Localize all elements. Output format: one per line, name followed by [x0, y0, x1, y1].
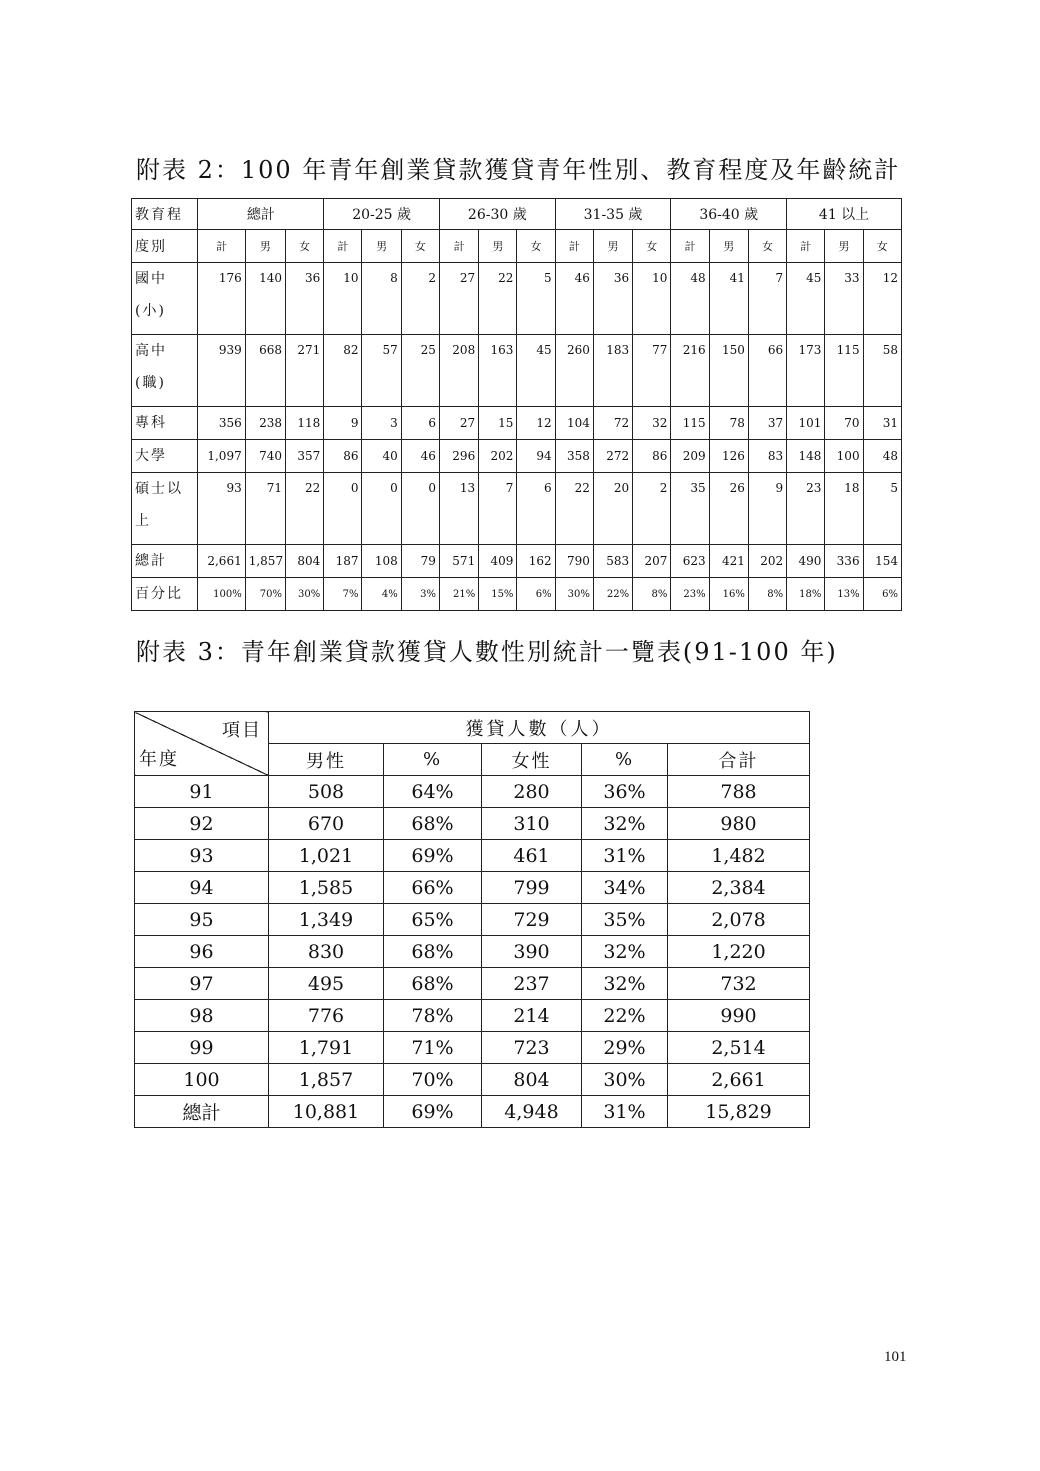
- data-cell: 776: [269, 1000, 384, 1032]
- data-cell: 187: [324, 545, 362, 578]
- data-cell: 980: [668, 808, 810, 840]
- corner-item-label: 項目: [222, 720, 262, 741]
- year-cell: 100: [135, 1064, 269, 1096]
- data-cell: 86: [633, 440, 671, 473]
- sub-header: 女: [863, 230, 901, 263]
- data-cell: 390: [482, 936, 582, 968]
- group-header: 總計: [198, 199, 324, 230]
- row-label-line: 大學: [135, 448, 167, 464]
- data-cell: 1,349: [269, 904, 384, 936]
- data-cell: 1,857: [269, 1064, 384, 1096]
- data-cell: 272: [593, 440, 632, 473]
- row-label-line: 高中: [135, 343, 167, 359]
- table3-title: 附表 3：青年創業貸款獲貸人數性別統計一覽表(91-100 年): [136, 638, 838, 666]
- data-cell: 1,585: [269, 872, 384, 904]
- table-row: [135, 968, 810, 1000]
- table-row: [135, 808, 810, 840]
- table-row: [132, 473, 902, 545]
- data-cell: 115: [825, 335, 863, 407]
- data-cell: 356: [198, 407, 245, 440]
- row-label-line: 總計: [135, 553, 167, 569]
- data-cell: 66: [748, 335, 786, 407]
- data-cell: 6%: [517, 578, 555, 611]
- data-cell: 729: [482, 904, 582, 936]
- data-cell: 46: [555, 263, 593, 335]
- data-cell: 126: [709, 440, 748, 473]
- data-cell: 216: [671, 335, 709, 407]
- sub-header: 女: [517, 230, 555, 263]
- table2-title: 附表 2：100 年青年創業貸款獲貸青年性別、教育程度及年齡統計: [136, 156, 901, 184]
- data-cell: 77: [633, 335, 671, 407]
- table-row: [135, 776, 810, 808]
- data-cell: 2,661: [198, 545, 245, 578]
- data-cell: 25: [401, 335, 439, 407]
- data-cell: 670: [269, 808, 384, 840]
- data-cell: 22: [555, 473, 593, 545]
- year-cell: 98: [135, 1000, 269, 1032]
- data-cell: 1,097: [198, 440, 245, 473]
- data-cell: 583: [593, 545, 632, 578]
- data-cell: 140: [245, 263, 285, 335]
- data-cell: 2: [401, 263, 439, 335]
- data-cell: 108: [362, 545, 401, 578]
- year-cell: 99: [135, 1032, 269, 1064]
- data-cell: 100: [825, 440, 863, 473]
- table-row: [135, 840, 810, 872]
- data-cell: 799: [482, 872, 582, 904]
- row-label-line: 百分比: [135, 586, 183, 602]
- row-label: [132, 473, 198, 545]
- data-cell: 23%: [671, 578, 709, 611]
- table-row: [135, 936, 810, 968]
- data-cell: 93: [198, 473, 245, 545]
- data-cell: 207: [633, 545, 671, 578]
- data-cell: 9: [324, 407, 362, 440]
- data-cell: 490: [787, 545, 825, 578]
- group-header: 41 以上: [787, 199, 902, 230]
- data-cell: 83: [748, 440, 786, 473]
- data-cell: 173: [787, 335, 825, 407]
- year-cell: 92: [135, 808, 269, 840]
- data-cell: 202: [748, 545, 786, 578]
- data-cell: 118: [285, 407, 323, 440]
- sub-header: 計: [324, 230, 362, 263]
- group-header: 20-25 歲: [324, 199, 440, 230]
- data-cell: 13: [439, 473, 478, 545]
- sub-header: 女: [633, 230, 671, 263]
- data-cell: 78%: [384, 1000, 482, 1032]
- page-number: 101: [884, 1349, 907, 1365]
- data-cell: 495: [269, 968, 384, 1000]
- year-cell: 91: [135, 776, 269, 808]
- data-cell: 2,514: [668, 1032, 810, 1064]
- data-cell: 10,881: [269, 1096, 384, 1128]
- sub-header: 男: [825, 230, 863, 263]
- data-cell: 2: [633, 473, 671, 545]
- table-row: [135, 1064, 810, 1096]
- data-cell: 788: [668, 776, 810, 808]
- data-cell: 70%: [384, 1064, 482, 1096]
- data-cell: 36%: [582, 776, 668, 808]
- data-cell: 790: [555, 545, 593, 578]
- data-cell: 176: [198, 263, 245, 335]
- data-cell: 36: [593, 263, 632, 335]
- data-cell: 3%: [401, 578, 439, 611]
- data-cell: 27: [439, 263, 478, 335]
- data-cell: 163: [479, 335, 517, 407]
- column-header: %: [384, 744, 482, 776]
- data-cell: 21%: [439, 578, 478, 611]
- data-cell: 209: [671, 440, 709, 473]
- data-cell: 2,384: [668, 872, 810, 904]
- row-label-line: 上: [135, 513, 151, 529]
- data-cell: 6: [517, 473, 555, 545]
- sub-header: 男: [245, 230, 285, 263]
- corner-year-label: 年度: [139, 749, 179, 770]
- data-cell: 30%: [582, 1064, 668, 1096]
- data-cell: 8%: [633, 578, 671, 611]
- table-row: [135, 872, 810, 904]
- data-cell: 939: [198, 335, 245, 407]
- data-cell: 668: [245, 335, 285, 407]
- data-cell: 6%: [863, 578, 901, 611]
- column-header: 男性: [269, 744, 384, 776]
- sub-header: 女: [748, 230, 786, 263]
- sub-header: 計: [555, 230, 593, 263]
- data-cell: 30%: [555, 578, 593, 611]
- data-cell: 310: [482, 808, 582, 840]
- data-cell: 296: [439, 440, 478, 473]
- data-cell: 35%: [582, 904, 668, 936]
- table-row: [132, 545, 902, 578]
- table-row: [132, 578, 902, 611]
- data-cell: 94: [517, 440, 555, 473]
- data-cell: 58: [863, 335, 901, 407]
- data-cell: 10: [633, 263, 671, 335]
- data-cell: 804: [285, 545, 323, 578]
- data-cell: 623: [671, 545, 709, 578]
- data-cell: 8%: [748, 578, 786, 611]
- data-cell: 154: [863, 545, 901, 578]
- data-cell: 183: [593, 335, 632, 407]
- row-label: [132, 407, 198, 440]
- table-row: [135, 1000, 810, 1032]
- data-cell: 68%: [384, 936, 482, 968]
- data-cell: 202: [479, 440, 517, 473]
- data-cell: 68%: [384, 808, 482, 840]
- data-cell: 30%: [285, 578, 323, 611]
- data-cell: 336: [825, 545, 863, 578]
- data-cell: 7: [479, 473, 517, 545]
- data-cell: 990: [668, 1000, 810, 1032]
- data-cell: 20: [593, 473, 632, 545]
- data-cell: 71%: [384, 1032, 482, 1064]
- data-cell: 260: [555, 335, 593, 407]
- data-cell: 31%: [582, 1096, 668, 1128]
- data-cell: 271: [285, 335, 323, 407]
- table-row: [135, 1032, 810, 1064]
- data-cell: 72: [593, 407, 632, 440]
- data-cell: 48: [863, 440, 901, 473]
- data-cell: 238: [245, 407, 285, 440]
- data-cell: 15,829: [668, 1096, 810, 1128]
- data-cell: 13%: [825, 578, 863, 611]
- data-cell: 18%: [787, 578, 825, 611]
- data-cell: 65%: [384, 904, 482, 936]
- data-cell: 45: [787, 263, 825, 335]
- data-cell: 66%: [384, 872, 482, 904]
- data-cell: 104: [555, 407, 593, 440]
- data-cell: 101: [787, 407, 825, 440]
- table-row: [132, 407, 902, 440]
- data-cell: 35: [671, 473, 709, 545]
- data-cell: 48: [671, 263, 709, 335]
- data-cell: 33: [825, 263, 863, 335]
- data-cell: 64%: [384, 776, 482, 808]
- group-header: 26-30 歲: [439, 199, 555, 230]
- data-cell: 214: [482, 1000, 582, 1032]
- row-label: [132, 263, 198, 335]
- data-cell: 32%: [582, 808, 668, 840]
- data-cell: 45: [517, 335, 555, 407]
- data-cell: 732: [668, 968, 810, 1000]
- data-cell: 150: [709, 335, 748, 407]
- data-cell: 22%: [582, 1000, 668, 1032]
- data-cell: 357: [285, 440, 323, 473]
- data-cell: 29%: [582, 1032, 668, 1064]
- data-cell: 57: [362, 335, 401, 407]
- data-cell: 26: [709, 473, 748, 545]
- row-label-line: 國中: [135, 271, 167, 287]
- data-cell: 208: [439, 335, 478, 407]
- row-label-line: 碩士以: [135, 481, 183, 497]
- data-cell: 86: [324, 440, 362, 473]
- data-cell: 280: [482, 776, 582, 808]
- data-cell: 68%: [384, 968, 482, 1000]
- data-cell: 27: [439, 407, 478, 440]
- data-cell: 69%: [384, 1096, 482, 1128]
- sub-header: 計: [198, 230, 245, 263]
- sub-header: 計: [787, 230, 825, 263]
- data-cell: 18: [825, 473, 863, 545]
- table-row: [132, 335, 902, 407]
- data-cell: 5: [517, 263, 555, 335]
- data-cell: 32%: [582, 968, 668, 1000]
- data-cell: 2,078: [668, 904, 810, 936]
- data-cell: 12: [863, 263, 901, 335]
- data-cell: 32: [633, 407, 671, 440]
- table2-group-header-row: [132, 199, 902, 230]
- data-cell: 508: [269, 776, 384, 808]
- data-cell: 41: [709, 263, 748, 335]
- education-age-table: [131, 198, 902, 611]
- data-cell: 740: [245, 440, 285, 473]
- data-cell: 7%: [324, 578, 362, 611]
- table-row: [132, 263, 902, 335]
- data-cell: 15: [479, 407, 517, 440]
- row-label: [132, 545, 198, 578]
- sub-header: 男: [362, 230, 401, 263]
- data-cell: 5: [863, 473, 901, 545]
- data-cell: 115: [671, 407, 709, 440]
- data-cell: 23: [787, 473, 825, 545]
- data-cell: 34%: [582, 872, 668, 904]
- year-cell: 97: [135, 968, 269, 1000]
- data-cell: 723: [482, 1032, 582, 1064]
- data-cell: 6: [401, 407, 439, 440]
- data-cell: 78: [709, 407, 748, 440]
- data-cell: 148: [787, 440, 825, 473]
- year-cell: 總計: [135, 1096, 269, 1128]
- year-cell: 93: [135, 840, 269, 872]
- diagonal-corner-cell: [135, 712, 269, 776]
- data-cell: 804: [482, 1064, 582, 1096]
- data-cell: 2,661: [668, 1064, 810, 1096]
- data-cell: 4,948: [482, 1096, 582, 1128]
- data-cell: 32%: [582, 936, 668, 968]
- sub-header: 男: [479, 230, 517, 263]
- data-cell: 71: [245, 473, 285, 545]
- row-label: [132, 335, 198, 407]
- data-cell: 15%: [479, 578, 517, 611]
- data-cell: 1,791: [269, 1032, 384, 1064]
- data-cell: 1,220: [668, 936, 810, 968]
- column-header: %: [582, 744, 668, 776]
- data-cell: 69%: [384, 840, 482, 872]
- data-cell: 40: [362, 440, 401, 473]
- year-cell: 96: [135, 936, 269, 968]
- data-cell: 1,021: [269, 840, 384, 872]
- sub-header: 女: [401, 230, 439, 263]
- row-label-line: 專科: [135, 415, 167, 431]
- data-cell: 36: [285, 263, 323, 335]
- row-label-line: (職): [135, 375, 166, 391]
- row-label: [132, 578, 198, 611]
- data-cell: 237: [482, 968, 582, 1000]
- data-cell: 0: [401, 473, 439, 545]
- data-cell: 9: [748, 473, 786, 545]
- data-cell: 31%: [582, 840, 668, 872]
- data-cell: 358: [555, 440, 593, 473]
- data-cell: 22%: [593, 578, 632, 611]
- data-cell: 3: [362, 407, 401, 440]
- table2-sub-header-row: [132, 230, 902, 263]
- data-cell: 100%: [198, 578, 245, 611]
- sub-header: 男: [709, 230, 748, 263]
- data-cell: 70%: [245, 578, 285, 611]
- sub-header: 男: [593, 230, 632, 263]
- data-cell: 830: [269, 936, 384, 968]
- sub-header: 計: [671, 230, 709, 263]
- group-header: 31-35 歲: [555, 199, 671, 230]
- data-cell: 409: [479, 545, 517, 578]
- year-cell: 95: [135, 904, 269, 936]
- data-cell: 31: [863, 407, 901, 440]
- table3-header-row: [135, 712, 810, 744]
- data-cell: 12: [517, 407, 555, 440]
- data-cell: 7: [748, 263, 786, 335]
- table-row: [135, 1096, 810, 1128]
- data-cell: 1,482: [668, 840, 810, 872]
- column-header: 女性: [482, 744, 582, 776]
- data-cell: 70: [825, 407, 863, 440]
- data-cell: 16%: [709, 578, 748, 611]
- year-cell: 94: [135, 872, 269, 904]
- column-header: 合計: [668, 744, 810, 776]
- data-cell: 22: [479, 263, 517, 335]
- row-header-bottom: 度別: [132, 230, 198, 263]
- data-cell: 37: [748, 407, 786, 440]
- group-header: 36-40 歲: [671, 199, 787, 230]
- data-cell: 1,857: [245, 545, 285, 578]
- data-cell: 571: [439, 545, 478, 578]
- sub-header: 計: [439, 230, 478, 263]
- group-header: 獲貸人數（人）: [269, 712, 810, 744]
- data-cell: 8: [362, 263, 401, 335]
- data-cell: 10: [324, 263, 362, 335]
- data-cell: 0: [362, 473, 401, 545]
- table-row: [132, 440, 902, 473]
- data-cell: 421: [709, 545, 748, 578]
- row-header-top: 教育程: [132, 199, 198, 230]
- yearly-loan-table: [134, 711, 810, 1128]
- data-cell: 46: [401, 440, 439, 473]
- data-cell: 0: [324, 473, 362, 545]
- sub-header: 女: [285, 230, 323, 263]
- table-row: [135, 904, 810, 936]
- row-label-line: (小): [135, 303, 166, 319]
- data-cell: 461: [482, 840, 582, 872]
- data-cell: 4%: [362, 578, 401, 611]
- data-cell: 22: [285, 473, 323, 545]
- data-cell: 79: [401, 545, 439, 578]
- row-label: [132, 440, 198, 473]
- data-cell: 82: [324, 335, 362, 407]
- data-cell: 162: [517, 545, 555, 578]
